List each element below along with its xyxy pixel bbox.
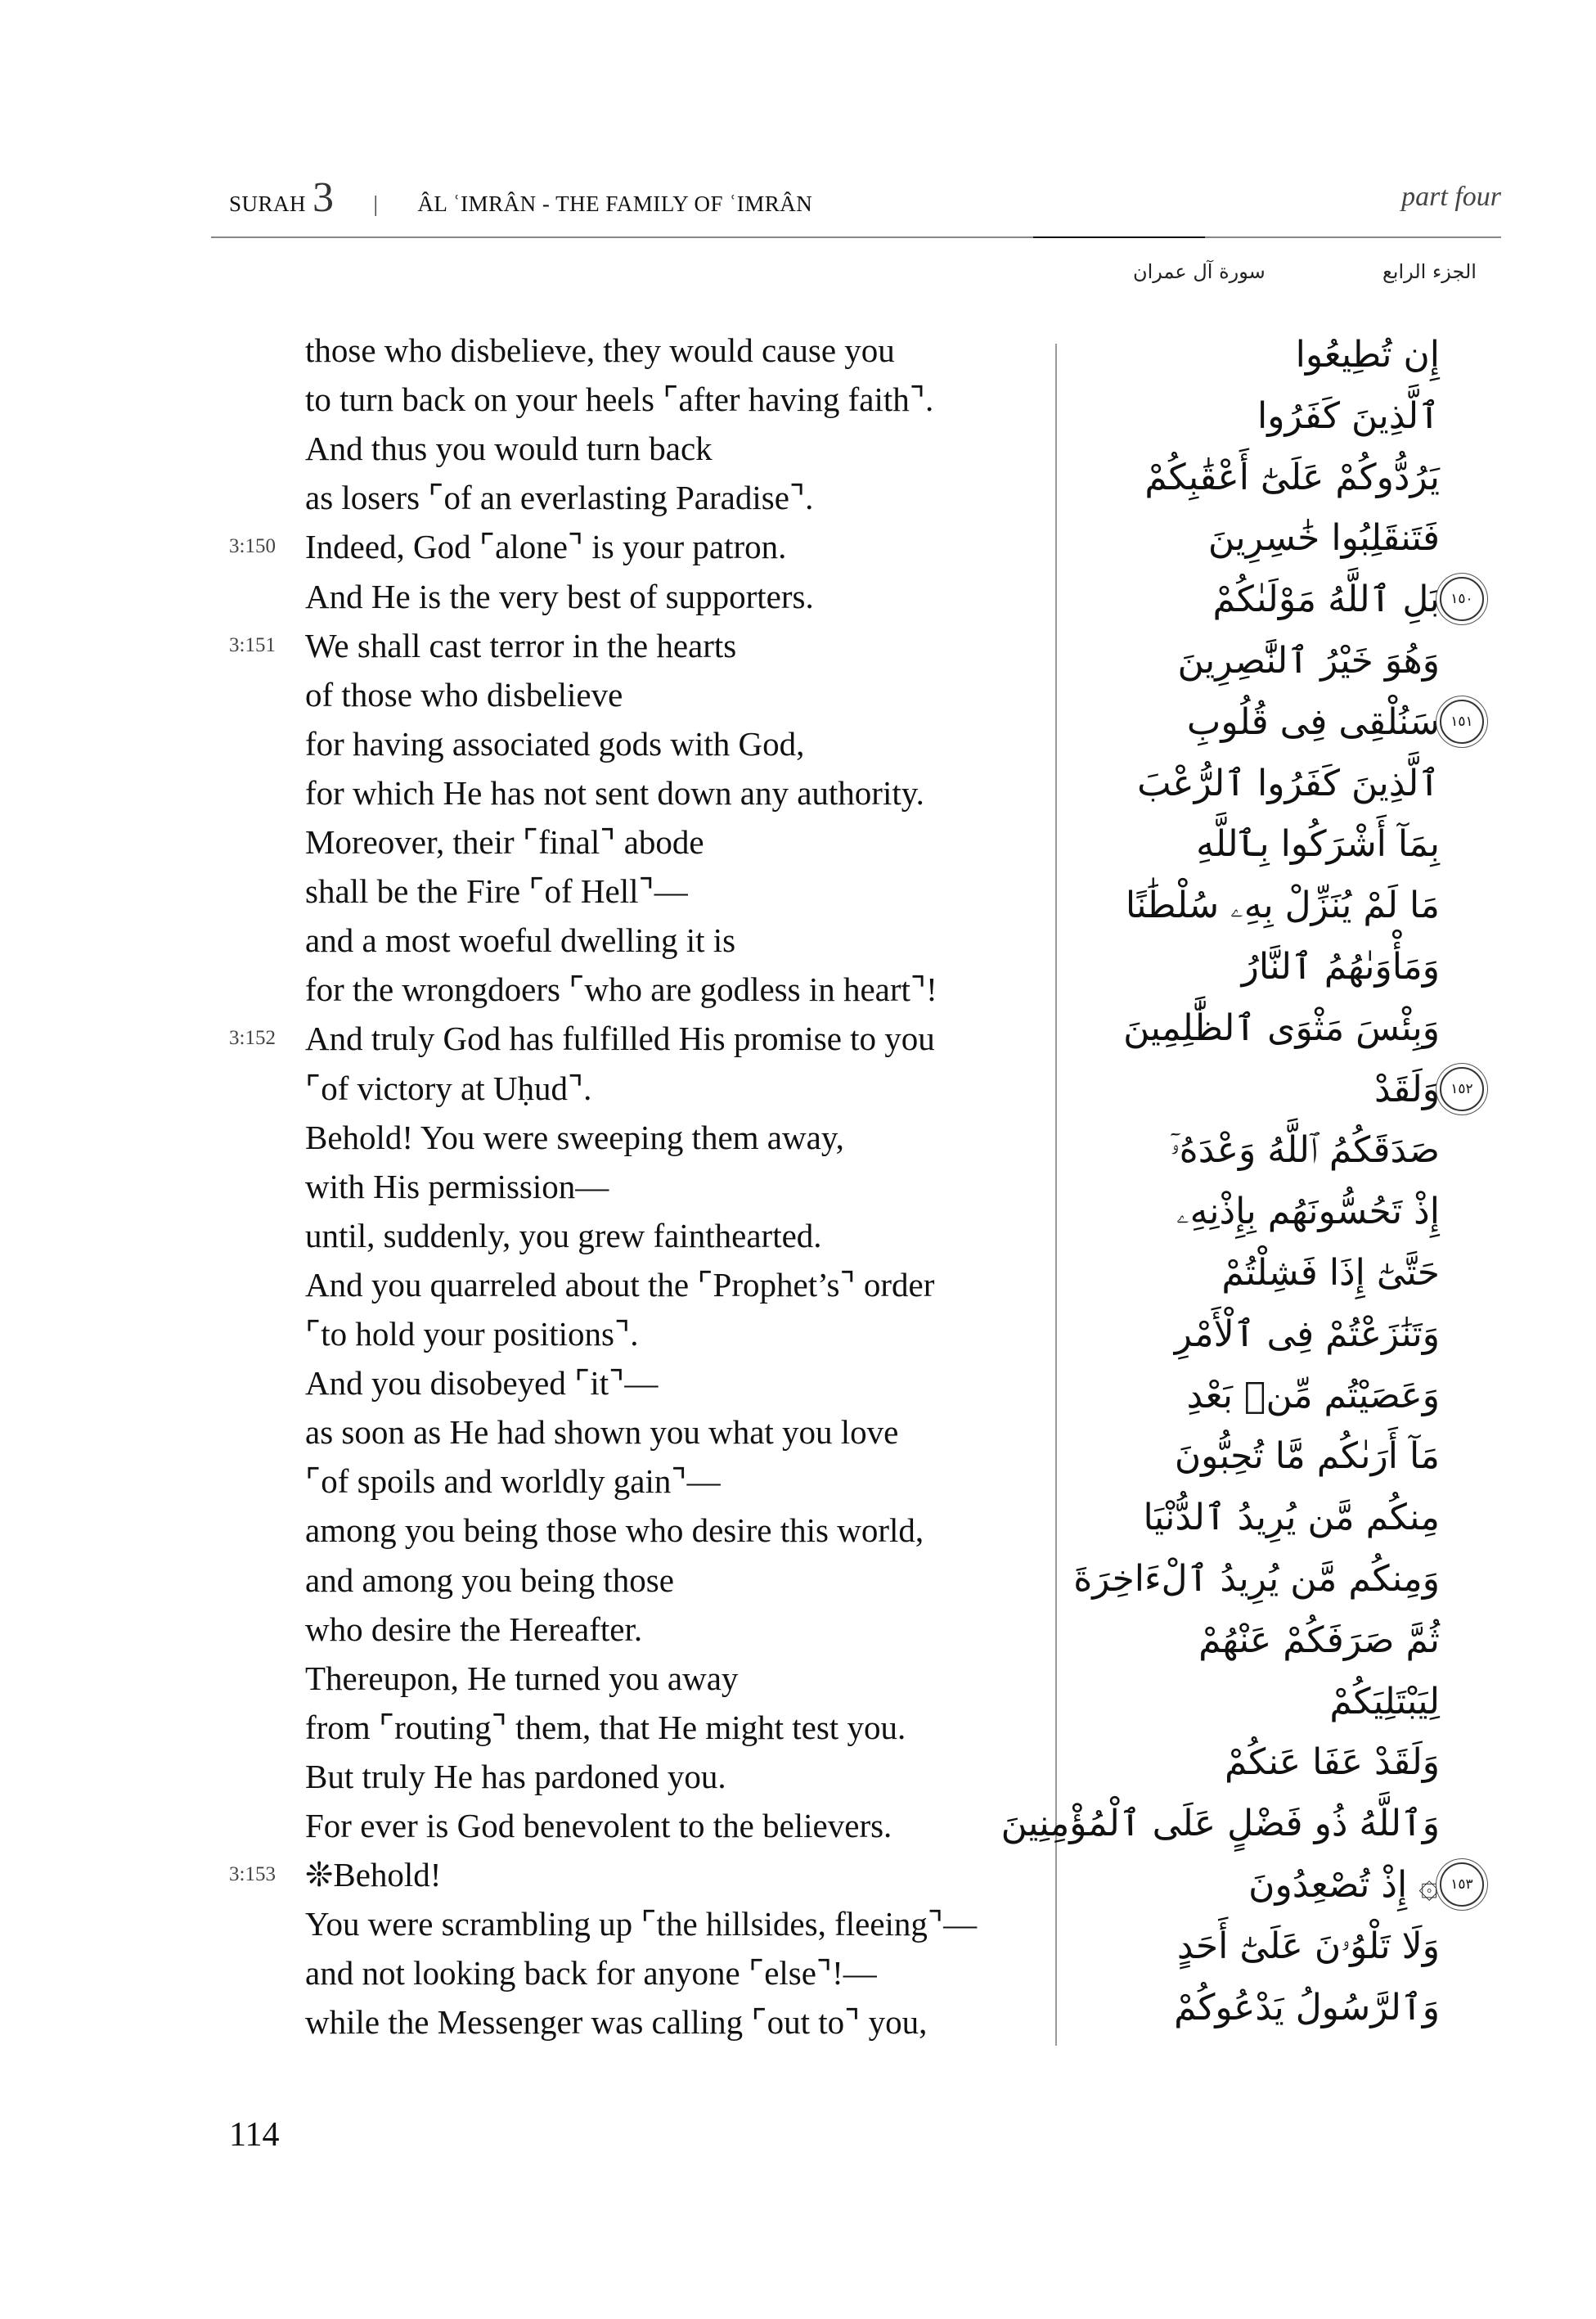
translation-line: You were scrambling up ⌜the hillsides, fleeing⌝— (305, 1905, 978, 1943)
translation-line: for which He has not sent down any authority. (305, 773, 924, 812)
arabic-line: ٱلَّذِينَ كَفَرُوا ٱلرُّعْبَ (1137, 762, 1440, 804)
arabic-line: مَآ أَرَىٰكُم مَّا تُحِبُّونَ (1174, 1435, 1440, 1478)
translation-line: of those who disbelieve (305, 675, 623, 714)
translation-line: with His permission— (305, 1167, 609, 1205)
arabic-line: مِنكُم مَّن يُرِيدُ ٱلدُّنْيَا (1143, 1497, 1440, 1539)
page-number: 114 (229, 2116, 280, 2154)
running-header (229, 173, 812, 222)
arabic-line: ثُمَّ صَرَفَكُمْ عَنْهُمْ (1198, 1619, 1440, 1661)
verse-end-marker-icon: ١٥١ (1440, 700, 1484, 744)
translation-line: ❊Behold! (305, 1856, 442, 1894)
arabic-line: وَمَأْوَىٰهُمُ ٱلنَّارُ (1241, 946, 1440, 988)
arabic-line: وَعَصَيْتُم مِّنۢ بَعْدِ (1186, 1374, 1440, 1416)
translation-line: as soon as He had shown you what you love (305, 1413, 899, 1452)
arabic-line: وَبِئْسَ مَثْوَى ٱلظَّٰلِمِينَ (1123, 1006, 1440, 1049)
translation-line: those who disbelieve, they would cause you (305, 331, 895, 369)
translation-line: ⌜to hold your positions⌝. (305, 1315, 639, 1353)
arabic-part-name: الجزء الرابع (1382, 260, 1477, 283)
verse-number: 3:150 (229, 535, 276, 558)
translation-line: from ⌜routing⌝ them, that He might test you. (305, 1708, 906, 1746)
arabic-line: فَتَنقَلِبُوا خَٰسِرِينَ (1207, 517, 1440, 560)
arabic-line: حَتَّىٰٓ إِذَا فَشِلْتُمْ (1221, 1252, 1440, 1294)
arabic-line: سَنُلْقِى فِى قُلُوبِ (1186, 700, 1440, 743)
arabic-line: وَٱللَّهُ ذُو فَضْلٍ عَلَى ٱلْمُؤْمِنِينَ (1000, 1803, 1440, 1845)
translation-line: And truly God has fulfilled His promise to you (305, 1020, 935, 1058)
translation-line: as losers ⌜of an everlasting Paradise⌝. (305, 479, 814, 517)
arabic-line: يَرُدُّوكُمْ عَلَىٰٓ أَعْقَٰبِكُمْ (1144, 456, 1440, 498)
verse-end-marker-icon: ١٥٠ (1440, 577, 1484, 621)
arabic-line: وَمِنكُم مَّن يُرِيدُ ٱلْءَاخِرَةَ (1073, 1558, 1440, 1600)
verse-number: 3:151 (229, 633, 276, 656)
arabic-line: بَلِ ٱللَّهُ مَوْلَىٰكُمْ (1212, 579, 1440, 621)
translation-line: for having associated gods with God, (305, 724, 805, 763)
translation-line: while the Messenger was calling ⌜out to⌝ you, (305, 2003, 928, 2042)
arabic-line: ۞ إِذْ تُصْعِدُونَ (1248, 1864, 1440, 1906)
arabic-line: لِيَبْتَلِيَكُمْ (1329, 1680, 1440, 1722)
surah-title: ÂL ʿIMRÂN - THE FAMILY OF ʿIMRÂN (417, 191, 813, 216)
arabic-line: وَلَقَدْ (1373, 1068, 1440, 1110)
arabic-surah-name: سورة آل عمران (1133, 260, 1266, 283)
translation-line: who desire the Hereafter. (305, 1610, 643, 1648)
surah-number: 3 (312, 174, 335, 221)
translation-line: And He is the very best of supporters. (305, 577, 814, 615)
translation-line: shall be the Fire ⌜of Hell⌝— (305, 872, 688, 911)
translation-line: to turn back on your heels ⌜after having faith⌝. (305, 380, 934, 419)
translation-line: Moreover, their ⌜final⌝ abode (305, 823, 704, 861)
translation-line: ⌜of spoils and worldly gain⌝— (305, 1462, 721, 1501)
arabic-line: إِذْ تَحُسُّونَهُم بِإِذْنِهِۦ (1176, 1191, 1440, 1233)
verse-number: 3:152 (229, 1027, 276, 1050)
translation-line: among you being those who desire this world, (305, 1511, 924, 1550)
translation-line: and not looking back for anyone ⌜else⌝!— (305, 1954, 877, 1993)
translation-line: ⌜of victory at Uḥud⌝. (305, 1069, 592, 1107)
header-separator: | (373, 191, 379, 216)
verse-end-marker-icon: ١٥٣ (1440, 1862, 1484, 1907)
verse-number: 3:153 (229, 1863, 276, 1886)
arabic-line: وَلَقَدْ عَفَا عَنكُمْ (1224, 1741, 1440, 1784)
column-divider (1055, 344, 1057, 2046)
arabic-line: بِمَآ أَشْرَكُوا بِٱللَّهِ (1196, 823, 1440, 866)
translation-line: For ever is God benevolent to the believers. (305, 1807, 892, 1844)
arabic-line: صَدَقَكُمُ ٱللَّهُ وَعْدَهُۥٓ (1170, 1129, 1440, 1172)
arabic-line: وَتَنَٰزَعْتُمْ فِى ٱلْأَمْرِ (1174, 1313, 1440, 1355)
translation-line: and a most woeful dwelling it is (305, 921, 736, 960)
arabic-line: مَا لَمْ يُنَزِّلْ بِهِۦ سُلْطَٰنًا (1125, 885, 1440, 927)
arabic-line: إِن تُطِيعُوا (1295, 334, 1440, 376)
arabic-line: وَهُوَ خَيْرُ ٱلنَّٰصِرِينَ (1177, 640, 1440, 682)
translation-line: We shall cast terror in the hearts (305, 626, 737, 664)
translation-line: and among you being those (305, 1560, 674, 1599)
translation-line: Indeed, God ⌜alone⌝ is your patron. (305, 528, 787, 566)
translation-line: And you disobeyed ⌜it⌝— (305, 1364, 659, 1403)
translation-line: Thereupon, He turned you away (305, 1659, 739, 1697)
translation-line: And you quarreled about the ⌜Prophet’s⌝ order (305, 1265, 935, 1304)
arabic-line: وَٱلرَّسُولُ يَدْعُوكُمْ (1174, 1986, 1440, 2029)
verse-end-marker-icon: ١٥٢ (1440, 1067, 1484, 1111)
surah-label: SURAH (229, 191, 307, 216)
translation-line: But truly He has pardoned you. (305, 1757, 726, 1795)
arabic-line: ٱلَّذِينَ كَفَرُوا (1257, 394, 1440, 437)
translation-line: And thus you would turn back (305, 430, 713, 468)
translation-line: until, suddenly, you grew fainthearted. (305, 1216, 822, 1254)
arabic-line: وَلَا تَلْوُۥنَ عَلَىٰٓ أَحَدٍ (1176, 1925, 1440, 1967)
translation-line: for the wrongdoers ⌜who are godless in heart⌝! (305, 970, 937, 1009)
translation-line: Behold! You were sweeping them away, (305, 1118, 844, 1156)
part-label: part four (1401, 182, 1501, 212)
header-rule (211, 236, 1501, 238)
